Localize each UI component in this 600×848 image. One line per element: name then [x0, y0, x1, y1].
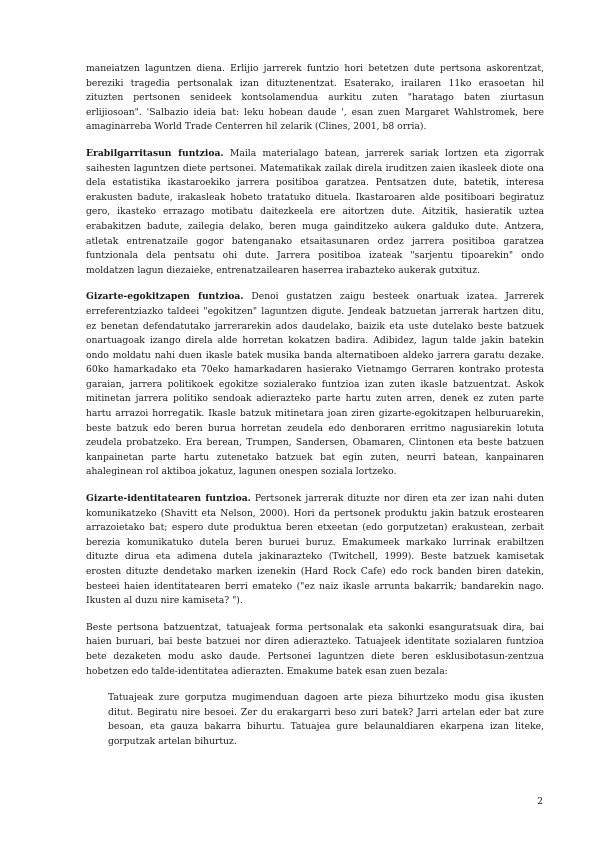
paragraph-text: Beste pertsona batzuentzat, tatuajeak forma pertsonalak eta sakonki esanguratsuak dira, bai haien buruari, bai beste batzuei nor diren adierazteko. Tatuajeek identitate sozialaren funtzioa bete dezaketen modu asko daude. Pertsonei laguntzen diete beren esklusibotasun-zentzua hobetzen edo talde-identitatea adierazten. Emakume batek esan zuen bezala:	[86, 621, 544, 677]
section-heading: Gizarte-identitatearen funtzioa.	[86, 493, 251, 505]
paragraph-social-adjustment-function	[86, 290, 544, 480]
block-quote	[108, 691, 544, 749]
section-heading: Gizarte-egokitzapen funtzioa.	[86, 291, 244, 303]
paragraph-continuation	[86, 62, 544, 135]
quote-text: Tatuajeak zure gorputza mugimenduan dagoen arte pieza bihurtzeko modu gisa ikusten ditut. Begiratu nire besoei. Zer du erakargarri beso zuri batek? Jarri artelan eder bat zure besoan, eta gauza bakarra bihurtu. Tatuajea gure belaunaldiaren ekarpena izan liteke, gorputzak artelan bihurtuz.	[108, 692, 544, 747]
paragraph-text: Pertsonek jarrerak dituzte nor diren eta zer izan nahi duten komunikatzeko (Shavitt eta Nelson, 2000). Hori da pertsonek produktu jakin batzuk erostearen arrazoietako bat; espero dute produktua beren etxeetan (edo gorputzetan) erakustean, zerbait berezia komunikatuko dutela beren buruei buruz. Emakumeek markako lurrinak erabiltzen dituzte dirua eta adimena dutela jakinarazteko (Twitchell, 1999). Beste batzuek kamisetak erosten dituzte dendetako marken izenekin (Hard Rock Cafe) edo rock banden biren datekin, besteei haien identitatearen berri emateko ("ez naiz ikasle arrunta bakarrik; bandarekin nago. Ikusten al duzu nire kamiseta? ").	[86, 493, 544, 607]
document-page	[86, 62, 544, 750]
paragraph-social-identity-function	[86, 492, 544, 609]
paragraph-text: maneiatzen laguntzen diena. Erlijio jarrerek funtzio hori betetzen dute pertsona askorentzat, bereziki tragedia pertsonalak izan dituztenentzat. Esaterako, irailaren 11ko erasoetan hil zituzten pertsonen senideek kontsolamendua aurkitu zuten "haratago baten ziurtasun erlijiosoan". 'Salbazio ideia bat: leku hobean daude ', esan zuen Margaret Wahlstromek, bere amaginarreba World Trade Centerren hil zelarik (Clines, 2001, b8 orria).	[86, 63, 544, 133]
paragraph-tattoos	[86, 621, 544, 679]
paragraph-utility-function	[86, 147, 544, 278]
section-heading: Erabilgarritasun funtzioa.	[86, 147, 224, 159]
paragraph-text: Denoi gustatzen zaigu besteek onartuak izatea. Jarrerek erreferentziazko taldeei "egokitzen" laguntzen digute. Jendeak batzuetan jarrerak hartzen ditu, ez benetan defendatutako jarrerarekin ados daudelako, baizik eta uste dutelako beste batzuek onartuagoak izango direla alde horretan kokatzen badira. Adibidez, lagun talde jakin batekin ondo moldatu nahi duen ikasle batek musika banda alternatiboen aldeko jarrera garatu dezake. 60ko hamarkadako eta 70eko hamarkadaren hasierako Vietnamgo Gerraren kontrako protesta garaian, jarrera politikoek egokitze sozialerako funtzioa izan zuten ikasle batzuentzat. Askok mitinetan jarrera politiko sendoak adierazteko parte hartu zuten arren, denek ez zuten parte hartu arrazoi horregatik. Ikasle batzuk mitinetara joan ziren gizarte-egokitzapen helburuarekin, beste batzuk edo beren burua horretan zeudela edo denboraren erritmo nagusiarekin lotuta zeudela probatzeko. Era berean, Trumpen, Sandersen, Obamaren, Clintonen eta beste batzuen kanpainetan parte hartu zutenetako batzuek bat egin zuten, neurri batean, kanpainaren ahaleginean rol aktiboa jokatuz, lagunen onespen soziala lortzeko.	[86, 291, 544, 478]
page-number: 2	[537, 796, 543, 807]
paragraph-text: Maila materialago batean, jarrerek sariak lortzen eta zigorrak saihesten laguntzen diete pertsonei. Matematikak zailak direla iruditzen zaien ikasleek diote ona dela estatistika ikastaroekiko jarrera positiboa garatzea. Pentsatzen dute, batetik, interesa erakusten badute, irakasleak hobeto tratatuko dituela. Ikastaroaren alde positiboari begiratuz gero, ikasteko errazago motibatu daitezkeela ere aitortzen dute. Aitzitik, hasieratik uztea erabakitzen badute, zailegia delako, beren muga gainditzeko aukera galduko dute. Antzera, atletak entrenatzaile gogor batenganako etsaitasunaren ordez jarrera positiboa garatzea funtzionala dela pentsatu ohi dute. Jarrera positiboa izateak "sarjentu tipoarekin" ondo moldatzen lagun diezaieke, entrenatzailearen haserrea irabazteko aukerak gutxituz.	[86, 147, 544, 276]
